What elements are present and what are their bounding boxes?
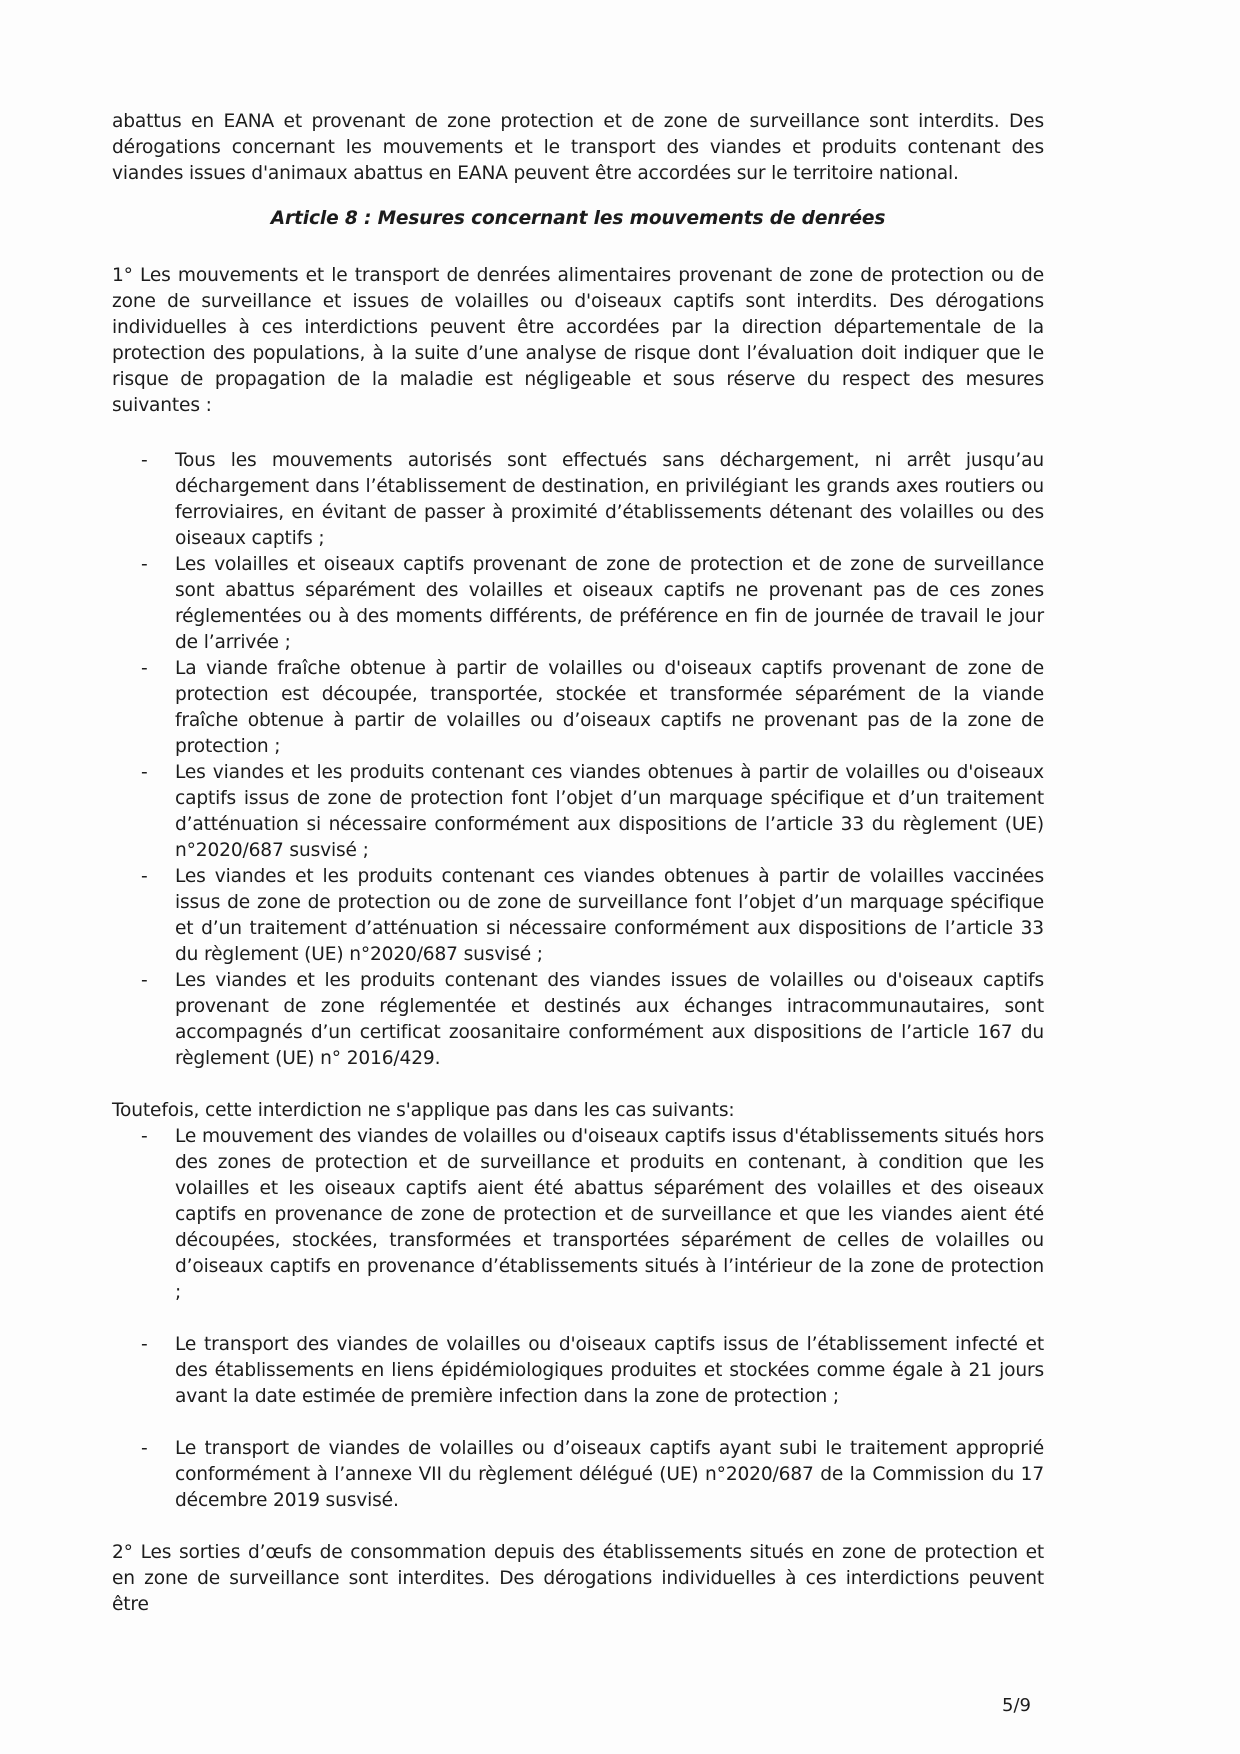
list-item: [112, 1332, 1044, 1410]
list-item-text: Les viandes et les produits contenant ces viandes obtenues à partir de volailles ou d'oiseaux captifs issus de zone de protection font l’objet d’un marquage spécifique et d’un traitement d’atténuation si nécessaire conformément aux dispositions de l’article 33 du règlement (UE) n°2020/687 susvisé ;: [175, 762, 1044, 861]
list-item: [112, 760, 1044, 864]
list-item-text: Les viandes et les produits contenant des viandes issues de volailles ou d'oiseaux captifs provenant de zone réglementée et destinés aux échanges intracommunautaires, sont accompagnés d’un certificat zoosanitaire conformément aux dispositions de l’article 167 du règlement (UE) n° 2016/429.: [175, 970, 1044, 1069]
list-item: [112, 1436, 1044, 1514]
dash-bullet-icon: -: [141, 450, 148, 471]
list-item-text: Le transport de viandes de volailles ou d’oiseaux captifs ayant subi le traitement approprié conformément à l’annexe VII du règlement délégué (UE) n°2020/687 de la Commission du 17 décembre 2019 susvisé.: [175, 1438, 1044, 1511]
exceptions-list: [112, 1124, 1044, 1514]
measures-list: [112, 448, 1044, 1072]
dash-bullet-icon: -: [141, 762, 148, 783]
document-body: [112, 109, 1044, 1618]
list-item-text: Les volailles et oiseaux captifs provenant de zone de protection et de zone de surveillance sont abattus séparément des volailles et oiseaux captifs ne provenant pas de ces zones réglementées ou à des moments différents, de préférence en fin de journée de travail le jour de l’arrivée ;: [175, 554, 1044, 653]
list-item-text: Les viandes et les produits contenant ces viandes obtenues à partir de volailles vaccinées issus de zone de protection ou de zone de surveillance font l’objet d’un marquage spécifique et d’un traitement d’atténuation si nécessaire conformément aux dispositions de l’article 33 du règlement (UE) n°2020/687 susvisé ;: [175, 866, 1044, 965]
list-item: [112, 552, 1044, 656]
list-item: [112, 1124, 1044, 1306]
exceptions-intro-paragraph: Toutefois, cette interdiction ne s'applique pas dans les cas suivants:: [112, 1100, 735, 1121]
list-item: [112, 864, 1044, 968]
dash-bullet-icon: -: [141, 1126, 148, 1147]
list-item: [112, 448, 1044, 552]
list-item-text: Le mouvement des viandes de volailles ou d'oiseaux captifs issus d'établissements situés hors des zones de protection et de surveillance et produits en contenant, à condition que les volailles et les oiseaux captifs aient été abattus séparément des volailles et des oiseaux captifs en provenance de zone de protection et de surveillance et que les viandes aient été découpées, stockées, transformées et transportées séparément de celles de volailles ou d’oiseaux captifs en provenance d’établissements situés à l’intérieur de la zone de protection ;: [175, 1126, 1044, 1303]
dash-bullet-icon: -: [141, 1334, 148, 1355]
list-item-text: La viande fraîche obtenue à partir de volailles ou d'oiseaux captifs provenant de zone de protection est découpée, transportée, stockée et transformée séparément de la viande fraîche obtenue à partir de volailles ou d’oiseaux captifs ne provenant pas de la zone de protection ;: [175, 658, 1044, 757]
dash-bullet-icon: -: [141, 970, 148, 991]
dash-bullet-icon: -: [141, 554, 148, 575]
article-heading: Article 8 : Mesures concernant les mouvements de denrées: [270, 208, 886, 229]
section-1-paragraph: 1° Les mouvements et le transport de denrées alimentaires provenant de zone de protection ou de zone de surveillance et issues de volailles ou d'oiseaux captifs sont interdits. Des dérogations individuelles à ces interdictions peuvent être accordées par la direction départementale de la protection des populations, à la suite d’une analyse de risque dont l’évaluation doit indiquer que le risque de propagation de la maladie est négligeable et sous réserve du respect des mesures suivantes :: [112, 265, 1044, 416]
intro-paragraph: abattus en EANA et provenant de zone protection et de zone de surveillance sont interdits. Des dérogations concernant les mouvements et le transport des viandes et produits contenant des viandes issues d'animaux abattus en EANA peuvent être accordées sur le territoire national.: [112, 111, 1044, 184]
page-number: 5/9: [1002, 1695, 1031, 1716]
section-2-paragraph: 2° Les sorties d’œufs de consommation depuis des établissements situés en zone de protection et en zone de surveillance sont interdites. Des dérogations individuelles à ces interdictions peuvent être: [112, 1542, 1044, 1615]
dash-bullet-icon: -: [141, 866, 148, 887]
list-item-text: Tous les mouvements autorisés sont effectués sans déchargement, ni arrêt jusqu’au déchargement dans l’établissement de destination, en privilégiant les grands axes routiers ou ferroviaires, en évitant de passer à proximité d’établissements détenant des volailles ou des oiseaux captifs ;: [175, 450, 1044, 549]
dash-bullet-icon: -: [141, 658, 148, 679]
dash-bullet-icon: -: [141, 1438, 148, 1459]
list-item-text: Le transport des viandes de volailles ou d'oiseaux captifs issus de l’établissement infecté et des établissements en liens épidémiologiques produites et stockées comme égale à 21 jours avant la date estimée de première infection dans la zone de protection ;: [175, 1334, 1044, 1407]
list-item: [112, 968, 1044, 1072]
list-item: [112, 656, 1044, 760]
